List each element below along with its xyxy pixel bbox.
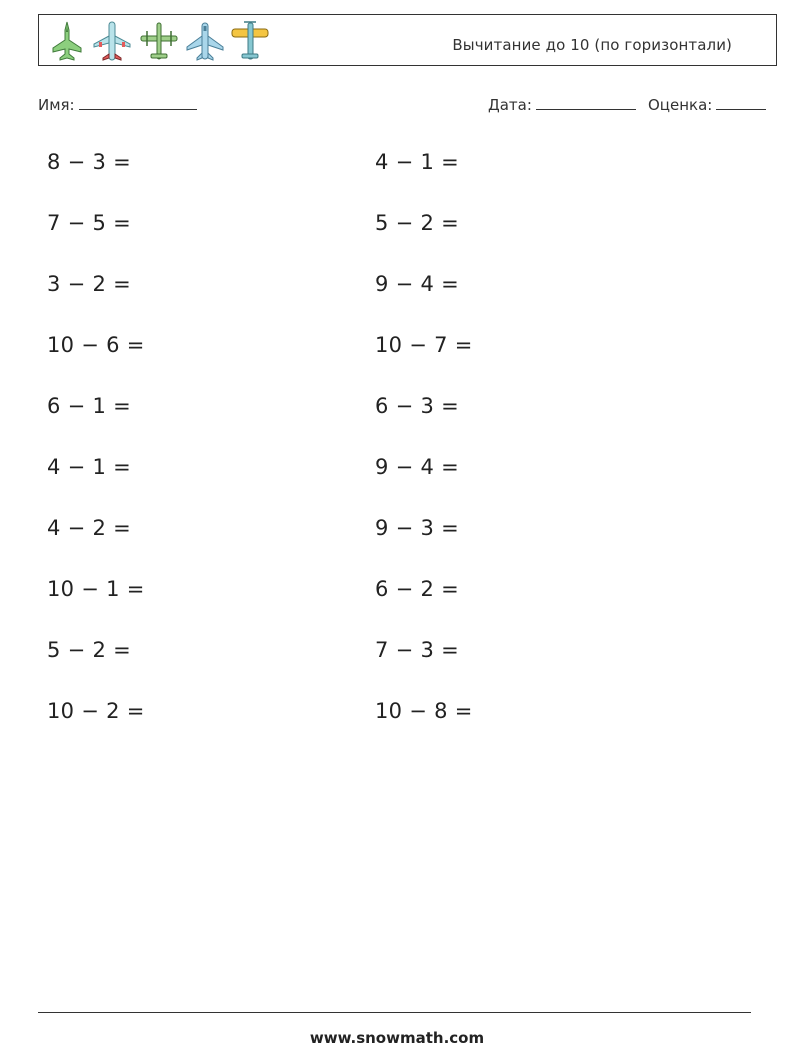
problem-left-6: 4 − 1 = xyxy=(47,455,132,479)
name-field[interactable] xyxy=(38,95,197,114)
problem-left-5: 6 − 1 = xyxy=(47,394,132,418)
problem-left-2: 7 − 5 = xyxy=(47,211,132,235)
name-blank[interactable] xyxy=(79,95,197,110)
problem-right-2: 5 − 2 = xyxy=(375,211,460,235)
problem-right-1: 4 − 1 = xyxy=(375,150,460,174)
grade-label: Оценка: xyxy=(648,96,713,114)
date-blank[interactable] xyxy=(536,95,636,110)
problem-right-8: 6 − 2 = xyxy=(375,577,460,601)
footer-url[interactable]: www.snowmath.com xyxy=(309,1029,485,1047)
problem-right-5: 6 − 3 = xyxy=(375,394,460,418)
problem-left-4: 10 − 6 = xyxy=(47,333,145,357)
problem-right-6: 9 − 4 = xyxy=(375,455,460,479)
problem-left-8: 10 − 1 = xyxy=(47,577,145,601)
fighter-jet-icon xyxy=(47,20,87,62)
grade-blank[interactable] xyxy=(716,95,766,110)
jet-plane-icon xyxy=(185,20,225,62)
grade-field[interactable] xyxy=(648,95,766,114)
date-label: Дата: xyxy=(488,96,532,114)
problem-right-3: 9 − 4 = xyxy=(375,272,460,296)
problem-left-10: 10 − 2 = xyxy=(47,699,145,723)
problem-right-4: 10 − 7 = xyxy=(375,333,473,357)
problem-right-7: 9 − 3 = xyxy=(375,516,460,540)
problem-right-10: 10 − 8 = xyxy=(375,699,473,723)
date-field[interactable] xyxy=(488,95,636,114)
problem-right-9: 7 − 3 = xyxy=(375,638,460,662)
problem-left-7: 4 − 2 = xyxy=(47,516,132,540)
biplane-icon xyxy=(230,20,270,62)
worksheet-title: Вычитание до 10 (по горизонтали) xyxy=(452,36,732,54)
name-label: Имя: xyxy=(38,96,75,114)
propeller-plane-icon xyxy=(139,20,179,62)
worksheet-header xyxy=(38,14,777,66)
problem-left-9: 5 − 2 = xyxy=(47,638,132,662)
airliner-icon xyxy=(92,20,132,62)
footer-divider xyxy=(38,1012,751,1013)
problem-left-3: 3 − 2 = xyxy=(47,272,132,296)
problem-left-1: 8 − 3 = xyxy=(47,150,132,174)
